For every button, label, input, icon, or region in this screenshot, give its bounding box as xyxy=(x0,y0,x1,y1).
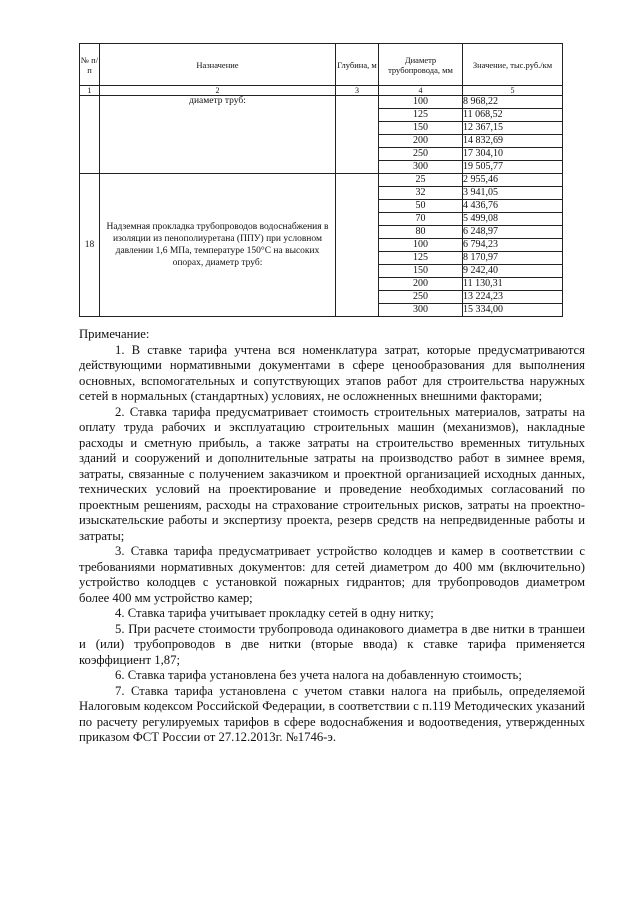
diameter-cell: 80 xyxy=(379,226,463,239)
notes-title: Примечание: xyxy=(79,327,150,341)
diameter-cell: 200 xyxy=(379,135,463,148)
value-cell: 12 367,15 xyxy=(463,122,563,135)
diameter-cell: 250 xyxy=(379,148,463,161)
purpose-cell: диаметр труб: xyxy=(100,96,336,174)
value-cell: 11 130,31 xyxy=(463,278,563,291)
col-number: 2 xyxy=(100,86,336,96)
note-item: 4. Ставка тарифа учитывает прокладку сетей в одну нитку; xyxy=(115,606,434,620)
note-item: 6. Ставка тарифа установлена без учета налога на добавленную стоимость; xyxy=(115,668,522,682)
diameter-cell: 200 xyxy=(379,278,463,291)
note-item: 7. Ставка тарифа установлена с учетом ставки налога на прибыль, определяемой Налоговым кодексом Российской Федерации, в соответствии с п.119 Методических указаний по расчету регулируемых тарифов в сфере водоснабжения и водоотведения, утвержденных приказом ФСТ России от 27.12.2013г. №1746-э. xyxy=(79,683,585,744)
diameter-cell: 70 xyxy=(379,213,463,226)
diameter-cell: 150 xyxy=(379,265,463,278)
note-item: 3. Ставка тарифа предусматривает устройство колодцев и камер в соответствии с требованиями нормативных документов: для сетей диаметром до 400 мм (включительно) устройство колодцев с установкой пожарных гидрантов; для трубопроводов диаметром более 400 мм устройство камер; xyxy=(79,544,585,605)
diameter-cell: 125 xyxy=(379,109,463,122)
value-cell: 13 224,23 xyxy=(463,291,563,304)
row-no-cell: 18 xyxy=(80,174,100,317)
value-cell: 17 304,10 xyxy=(463,148,563,161)
value-cell: 19 505,77 xyxy=(463,161,563,174)
table-row xyxy=(80,174,563,187)
value-cell: 2 955,46 xyxy=(463,174,563,187)
notes-section xyxy=(79,327,585,746)
header-depth: Глубина, м xyxy=(336,44,379,86)
value-cell: 3 941,05 xyxy=(463,187,563,200)
value-cell: 9 242,40 xyxy=(463,265,563,278)
diameter-cell: 25 xyxy=(379,174,463,187)
value-cell: 6 794,23 xyxy=(463,239,563,252)
col-number: 4 xyxy=(379,86,463,96)
depth-cell xyxy=(336,96,379,174)
value-cell: 6 248,97 xyxy=(463,226,563,239)
note-item: 5. При расчете стоимости трубопровода одинакового диаметра в две нитки в траншеи и (или) трубопроводов в две нитки (вторые ввода) к ставке тарифа применяется коэффициент 1,87; xyxy=(79,621,585,667)
diameter-cell: 100 xyxy=(379,96,463,109)
header-purpose: Назначение xyxy=(100,44,336,86)
purpose-cell: Надземная прокладка трубопроводов водоснабжения в изоляции из пенополиуретана (ППУ) при условном давлении 1,6 МПа, температуре 150°С на высоких опорах, диаметр труб: xyxy=(100,174,336,317)
header-diameter: Диаметр трубопровода, мм xyxy=(379,44,463,86)
diameter-cell: 100 xyxy=(379,239,463,252)
col-number: 1 xyxy=(80,86,100,96)
value-cell: 8 968,22 xyxy=(463,96,563,109)
value-cell: 11 068,52 xyxy=(463,109,563,122)
note-item: 1. В ставке тарифа учтена вся номенклатура затрат, которые предусматриваются действующими нормативными документами в сфере ценообразования для выполнения основных, вспомогательных и сопутствующих этапов работ для строительства наружных сетей в нормальных (стандартных) условиях, не осложненных внешними факторами; xyxy=(79,342,585,403)
col-number: 5 xyxy=(463,86,563,96)
tariff-table xyxy=(79,43,563,317)
value-cell: 4 436,76 xyxy=(463,200,563,213)
diameter-cell: 125 xyxy=(379,252,463,265)
column-number-row xyxy=(80,86,563,96)
value-cell: 14 832,69 xyxy=(463,135,563,148)
value-cell: 5 499,08 xyxy=(463,213,563,226)
diameter-cell: 250 xyxy=(379,291,463,304)
note-item: 2. Ставка тарифа предусматривает стоимость строительных материалов, затраты на оплату труда рабочих и эксплуатацию строительных машин (механизмов), накладные расходы и сметную прибыль, а также затраты на строительство временных титульных зданий и сооружений и дополнительные затраты на производство работ в зимнее время, затраты, связанные с получением заказчиком и проектной организацией исходных данных, технических условий на проектирование и проведение необходимых согласований по проектным решениям, расходы на страхование строительных рисков, затраты на проектно-изыскательские работы и экспертизу проекта, резерв средств на непредвиденные работы и затраты; xyxy=(79,404,585,543)
header-no: № п/п xyxy=(80,44,100,86)
col-number: 3 xyxy=(336,86,379,96)
value-cell: 8 170,97 xyxy=(463,252,563,265)
diameter-cell: 150 xyxy=(379,122,463,135)
row-no-cell xyxy=(80,96,100,174)
header-value: Значение, тыс.руб./км xyxy=(463,44,563,86)
table-row xyxy=(80,96,563,109)
depth-cell xyxy=(336,174,379,317)
diameter-cell: 50 xyxy=(379,200,463,213)
diameter-cell: 300 xyxy=(379,161,463,174)
table-header-row xyxy=(80,44,563,86)
diameter-cell: 32 xyxy=(379,187,463,200)
diameter-cell: 300 xyxy=(379,304,463,317)
value-cell: 15 334,00 xyxy=(463,304,563,317)
